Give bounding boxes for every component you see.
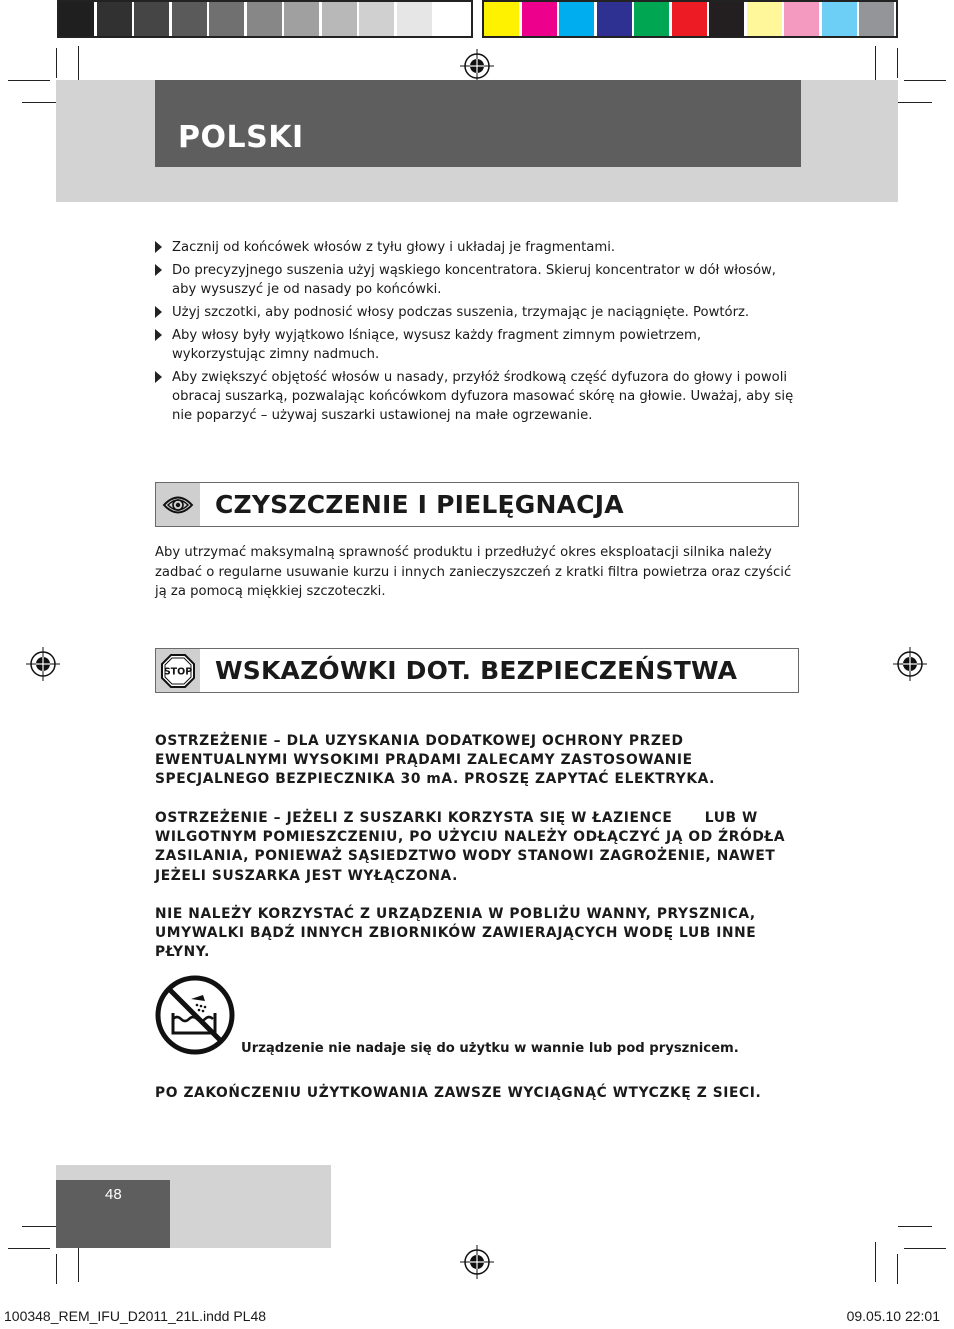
crop-mark bbox=[22, 102, 56, 103]
crop-mark bbox=[897, 48, 898, 78]
registration-mark-icon bbox=[26, 647, 60, 681]
color-swatch bbox=[559, 2, 594, 36]
safety-section-heading bbox=[155, 648, 799, 693]
warning-text: NIE NALEŻY KORZYSTAĆ Z URZĄDZENIA W POBLIŻU WANNY, PRYSZNICA, UMYWALKI BĄDŹ INNYCH ZBIORNIKÓW ZAWIERAJĄCYCH WODĘ LUB INNE PŁYNY. bbox=[155, 906, 757, 961]
color-swatch bbox=[484, 2, 519, 36]
crop-mark bbox=[898, 102, 932, 103]
color-swatch bbox=[284, 2, 319, 36]
color-swatch bbox=[247, 2, 282, 36]
crop-mark bbox=[875, 1242, 876, 1282]
crop-mark bbox=[904, 1248, 946, 1249]
color-swatch bbox=[634, 2, 669, 36]
page-number: 48 bbox=[105, 1186, 122, 1203]
section-title: CZYSZCZENIE I PIELĘGNACJA bbox=[215, 490, 624, 519]
crop-mark bbox=[8, 1248, 50, 1249]
list-item: Użyj szczotki, aby podnosić włosy podczas suszenia, trzymając je naciągnięte. Powtórz. bbox=[155, 303, 795, 322]
language-title: POLSKI bbox=[178, 120, 304, 155]
no-bath-shower-icon bbox=[155, 975, 235, 1055]
crop-mark bbox=[22, 1226, 56, 1227]
list-item: Zacznij od końcówek włosów z tyłu głowy i układaj je fragmentami. bbox=[155, 238, 795, 257]
file-slug: 100348_REM_IFU_D2011_21L.indd PL48 bbox=[4, 1308, 267, 1324]
color-swatch bbox=[784, 2, 819, 36]
list-item: Do precyzyjnego suszenia użyj wąskiego koncentratora. Skieruj koncentrator w dół włosów, aby wysuszyć je od nasady po końcówki. bbox=[155, 261, 795, 299]
color-swatch bbox=[359, 2, 394, 36]
crop-mark bbox=[56, 48, 57, 78]
crop-mark bbox=[898, 1226, 932, 1227]
color-swatch bbox=[322, 2, 357, 36]
arrow-bullet-icon bbox=[155, 241, 162, 253]
warning-text: OSTRZEŻENIE – JEŻELI Z SUSZARKI KORZYSTA SIĘ W ŁAZIENCE LUB W WILGOTNYM POMIESZCZENIU, PO UŻYCIU NALEŻY ODŁĄCZYĆ JĄ OD ŹRÓDŁA ZASILANIA, PONIEWAŻ SĄSIEDZTWO WODY STANOWI ZAGROŻENIE, NAWET JEŻELI SUSZARKA JEST WYŁĄCZONA. bbox=[155, 810, 791, 884]
crop-mark bbox=[897, 1254, 898, 1284]
color-swatch bbox=[822, 2, 857, 36]
color-swatch bbox=[747, 2, 782, 36]
eye-icon bbox=[156, 483, 200, 526]
color-swatch bbox=[522, 2, 557, 36]
color-swatch bbox=[709, 2, 744, 36]
color-swatch bbox=[134, 2, 169, 36]
svg-text:STOP: STOP bbox=[163, 666, 193, 677]
color-swatch bbox=[97, 2, 132, 36]
registration-mark-icon bbox=[460, 1245, 494, 1279]
section-title: WSKAZÓWKI DOT. BEZPIECZEŃSTWA bbox=[215, 656, 738, 685]
list-item: Aby zwiększyć objętość włosów u nasady, przyłóż środkową część dyfuzora do głowy i powoli obracaj suszarką, pozwalając końcówkom dyfuzora masować skórę na głowie. Uważaj, aby się nie poparzyć – używaj suszarki ustawionej na małe ogrzewanie. bbox=[155, 368, 795, 425]
warning-text: OSTRZEŻENIE – DLA UZYSKANIA DODATKOWEJ OCHRONY PRZED EWENTUALNYMI WYSOKIMI PRĄDAMI ZALECAMY ZASTOSOWANIE SPECJALNEGO BEZPIECZNIKA 30 mA. PROSZĘ ZAPYTAĆ ELEKTRYKA. bbox=[155, 733, 716, 788]
final-warning-text: PO ZAKOŃCZENIU UŻYTKOWANIA ZAWSZE WYCIĄGNĄĆ WTYCZKĘ Z SIECI. bbox=[155, 1085, 762, 1101]
color-swatch bbox=[209, 2, 244, 36]
crop-mark bbox=[904, 80, 946, 81]
color-swatch bbox=[597, 2, 632, 36]
color-swatch bbox=[672, 2, 707, 36]
date-slug: 09.05.10 22:01 bbox=[846, 1308, 940, 1324]
crop-mark bbox=[78, 1242, 79, 1282]
crop-mark bbox=[56, 1254, 57, 1284]
color-swatch bbox=[859, 2, 894, 36]
stop-sign-icon bbox=[156, 649, 200, 692]
color-swatch bbox=[172, 2, 207, 36]
crop-mark bbox=[8, 80, 50, 81]
no-bath-caption: Urządzenie nie nadaje się do użytku w wannie lub pod prysznicem. bbox=[241, 1041, 739, 1056]
color-swatch bbox=[59, 2, 94, 36]
arrow-bullet-icon bbox=[155, 264, 162, 276]
care-text: Aby utrzymać maksymalną sprawność produktu i przedłużyć okres eksploatacji silnika należy zadbać o regularne usuwanie kurzu i innych zanieczyszczeń z kratki filtra powietrza oraz czyścić ją za pomocą miękkiej szczoteczki. bbox=[155, 545, 792, 599]
list-item: Aby włosy były wyjątkowo lśniące, wysusz każdy fragment zimnym powietrzem, wykorzystując zimny nadmuch. bbox=[155, 326, 795, 364]
arrow-bullet-icon bbox=[155, 306, 162, 318]
arrow-bullet-icon bbox=[155, 371, 162, 383]
tips-list bbox=[155, 238, 795, 429]
care-section-heading bbox=[155, 482, 799, 527]
registration-mark-icon bbox=[893, 647, 927, 681]
registration-mark-icon bbox=[460, 49, 494, 83]
arrow-bullet-icon bbox=[155, 329, 162, 341]
color-swatch bbox=[434, 2, 469, 36]
color-swatch bbox=[397, 2, 432, 36]
